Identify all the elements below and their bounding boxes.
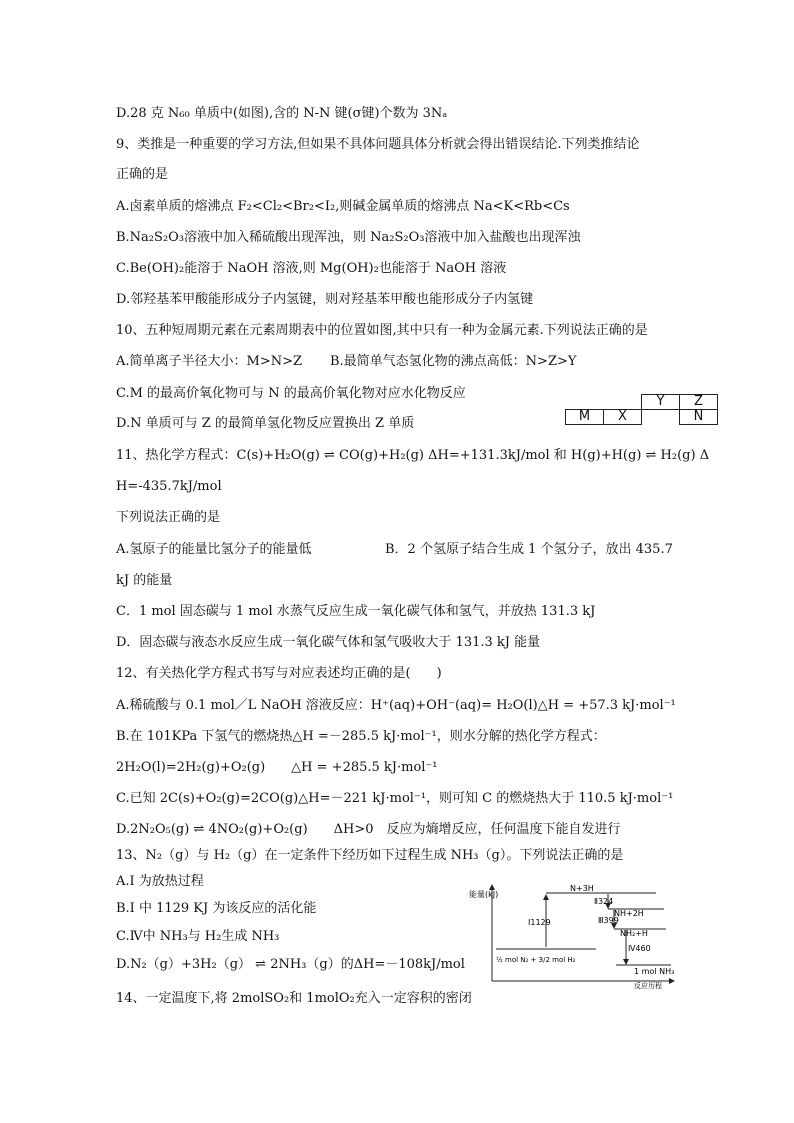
step-I-label: Ⅰ1129 — [528, 918, 551, 927]
level-top-label: N+3H — [570, 884, 594, 893]
pt-cell-Y: Y — [642, 395, 680, 410]
step-I-arrowhead — [543, 894, 549, 900]
option-9A: A.卤素单质的熔沸点 F₂<Cl₂<Br₂<I₂,则碱金属单质的熔沸点 Na<K<Rb<Cs — [116, 199, 570, 214]
option-12B: B.在 101KPa 下氢气的燃烧热△H =－285.5 kJ·mol⁻¹，则水分解的热化学方程式： — [116, 729, 606, 744]
option-11C: C．1 mol 固态碳与 1 mol 水蒸气反应生成一氧化碳气体和氢气，并放热 131.3 kJ — [116, 604, 596, 619]
option-13D: D.N₂（g）+3H₂（g） ⇌ 2NH₃（g）的ΔH=－108kJ/mol — [116, 957, 465, 972]
y-axis-label: 能量(kJ) — [469, 890, 499, 899]
option-11A: A.氢原子的能量比氢分子的能量低 — [116, 542, 312, 557]
option-12D: D.2N₂O₅(g) ⇌ 4NO₂(g)+O₂(g) ΔH>0 反应为熵增反应，任何温度下能自发进行 — [116, 822, 621, 837]
x-axis-label: 反应历程 — [634, 982, 662, 989]
question-13-stem: 13、N₂（g）与 H₂（g）在一定条件下经历如下过程生成 NH₃（g）。下列说法正确的是 — [116, 848, 624, 863]
pt-cell-N: N — [680, 410, 718, 425]
option-10C: C.M 的最高价氧化物可与 N 的最高价氧化物对应水化物反应 — [116, 386, 466, 401]
option-12A: A.稀硫酸与 0.1 mol／L NaOH 溶液反应：H⁺(aq)+OH⁻(aq)= H₂O(l)△H = +57.3 kJ·mol⁻¹ — [116, 698, 676, 713]
option-10B: B.最简单气态氢化物的沸点高低：N>Z>Y — [330, 354, 577, 369]
step-II-label: Ⅱ324 — [594, 897, 614, 906]
step-IV-arrowhead — [623, 959, 629, 965]
question-11-prompt: 下列说法正确的是 — [116, 510, 221, 525]
option-9C: C.Be(OH)₂能溶于 NaOH 溶液,则 Mg(OH)₂也能溶于 NaOH 溶液 — [116, 261, 507, 276]
periodic-table-fragment — [565, 394, 718, 425]
x-axis-arrow — [669, 978, 675, 984]
option-9D: D.邻羟基苯甲酸能形成分子内氢键，则对羟基苯甲酸也能形成分子内氢键 — [116, 292, 534, 307]
energy-diagram — [466, 883, 676, 989]
level-3-label: NH₂+H — [620, 929, 648, 938]
pt-cell-Z: Z — [680, 395, 718, 410]
step-IV-label: Ⅳ460 — [628, 944, 651, 953]
pt-cell — [566, 395, 604, 410]
option-13C: C.Ⅳ中 NH₃与 H₂生成 NH₃ — [116, 929, 280, 944]
option-10D: D.N 单质可与 Z 的最简单氢化物反应置换出 Z 单质 — [116, 416, 415, 431]
option-8D: D.28 克 N₆₀ 单质中(如图),含的 N-N 键(σ键)个数为 3Nₐ — [116, 106, 448, 121]
question-12-stem: 12、有关热化学方程式书写与对应表述均正确的是( ) — [116, 666, 442, 681]
question-10-stem: 10、五种短周期元素在元素周期表中的位置如图,其中只有一种为金属元素.下列说法正确的是 — [116, 323, 648, 338]
option-9B: B.Na₂S₂O₃溶液中加入稀硫酸出现浑浊，则 Na₂S₂O₃溶液中加入盐酸也出现浑浊 — [116, 230, 581, 245]
reactant-label: ½ mol N₂ + 3/2 mol H₂ — [496, 956, 576, 964]
question-11-stem-cont: H=-435.7kJ/mol — [116, 479, 222, 494]
question-9-stem: 9、类推是一种重要的学习方法,但如果不具体问题具体分析就会得出错误结论.下列类推结论 — [116, 137, 640, 152]
option-10A: A.简单离子半径大小：M>N>Z — [116, 354, 303, 369]
pt-cell — [642, 410, 680, 425]
option-12C: C.已知 2C(s)+O₂(g)=2CO(g)△H=－221 kJ·mol⁻¹，则可知 C 的燃烧热大于 110.5 kJ·mol⁻¹ — [116, 791, 674, 806]
pt-cell-X: X — [604, 410, 642, 425]
pt-cell — [604, 395, 642, 410]
option-11B-cont: kJ 的能量 — [116, 573, 173, 588]
question-14-stem: 14、一定温度下,将 2molSO₂和 1molO₂充入一定容积的密闭 — [116, 991, 472, 1006]
option-11D: D．固态碳与液态水反应生成一氧化碳气体和氢气吸收大于 131.3 kJ 能量 — [116, 635, 541, 650]
option-11B: B．2 个氢原子结合生成 1 个氢分子，放出 435.7 — [385, 542, 673, 557]
option-12B-equation: 2H₂O(l)=2H₂(g)+O₂(g) △H = +285.5 kJ·mol⁻¹ — [116, 760, 438, 775]
question-9-stem-cont: 正确的是 — [116, 167, 169, 182]
step-III-label: Ⅲ399 — [598, 916, 619, 925]
question-11-stem: 11、热化学方程式：C(s)+H₂O(g) ⇌ CO(g)+H₂(g) ΔH=+131.3kJ/mol 和 H(g)+H(g) ⇌ H₂(g) Δ — [116, 448, 710, 463]
product-label: 1 mol NH₃ — [634, 967, 675, 976]
option-13A: A.I 为放热过程 — [116, 874, 204, 889]
option-13B: B.I 中 1129 KJ 为该反应的活化能 — [116, 901, 317, 916]
level-2-label: NH+2H — [614, 909, 644, 918]
pt-cell-M: M — [566, 410, 604, 425]
